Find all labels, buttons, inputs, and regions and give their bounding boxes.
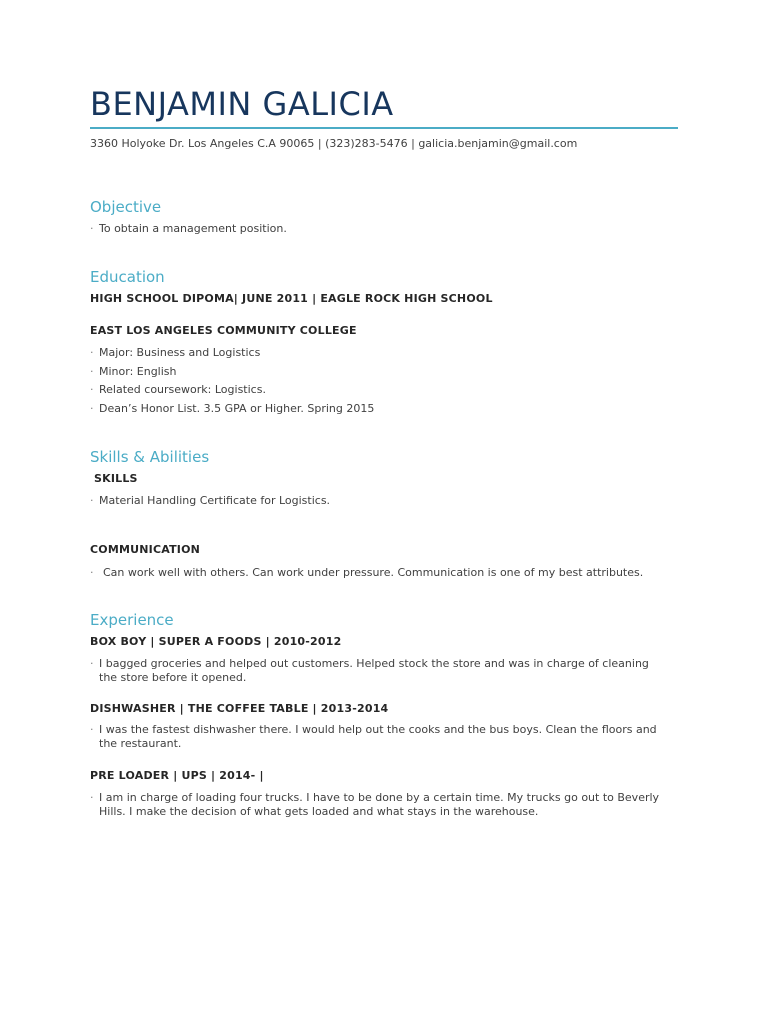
bullet-icon: · (90, 657, 94, 670)
education-item: · Related coursework: Logistics. (90, 383, 266, 396)
resume-name: BENJAMIN GALICIA (90, 85, 394, 123)
education-item: · Minor: English (90, 365, 177, 378)
bullet-icon: · (90, 723, 94, 736)
education-item: · Dean’s Honor List. 3.5 GPA or Higher. Spring 2015 (90, 402, 375, 415)
objective-item: · To obtain a management position. (90, 222, 287, 235)
communication-item: · Can work well with others. Can work under pressure. Communication is one of my best attributes. (90, 566, 644, 579)
education-entry-highschool: HIGH SCHOOL DIPOMA| JUNE 2011 | EAGLE ROCK HIGH SCHOOL (90, 292, 493, 305)
contact-line: 3360 Holyoke Dr. Los Angeles C.A 90065 | (323)283-5476 | galicia.benjamin@gmail.com (90, 137, 578, 150)
job-title: PRE LOADER | UPS | 2014- | (90, 769, 264, 782)
skills-item: · Material Handling Certificate for Logistics. (90, 494, 331, 507)
bullet-icon: · (90, 791, 94, 804)
education-heading: Education (90, 268, 165, 286)
bullet-icon: · (90, 365, 94, 378)
job-description: · I am in charge of loading four trucks. I have to be done by a certain time. My trucks go out to Beverly Hills. I make the decision of what gets loaded and what stays in the warehouse. (90, 791, 660, 818)
objective-heading: Objective (90, 198, 162, 216)
skills-subheading: SKILLS (94, 472, 138, 485)
bullet-icon: · (90, 566, 94, 579)
education-entry-college: EAST LOS ANGELES COMMUNITY COLLEGE (90, 324, 357, 337)
bullet-icon: · (90, 346, 94, 359)
job-description: · I was the fastest dishwasher there. I would help out the cooks and the bus boys. Clean the floors and the restaurant. (90, 723, 657, 750)
skills-heading: Skills & Abilities (90, 448, 210, 466)
header-divider (90, 127, 678, 129)
bullet-icon: · (90, 494, 94, 507)
communication-subheading: COMMUNICATION (90, 543, 201, 556)
bullet-icon: · (90, 402, 94, 415)
experience-heading: Experience (90, 611, 174, 629)
education-item: · Major: Business and Logistics (90, 346, 261, 359)
job-description: · I bagged groceries and helped out customers. Helped stock the store and was in charge of cleaning the store before it opened. (90, 657, 649, 684)
job-title: BOX BOY | SUPER A FOODS | 2010-2012 (90, 635, 342, 648)
bullet-icon: · (90, 222, 94, 235)
bullet-icon: · (90, 383, 94, 396)
job-title: DISHWASHER | THE COFFEE TABLE | 2013-2014 (90, 702, 389, 715)
